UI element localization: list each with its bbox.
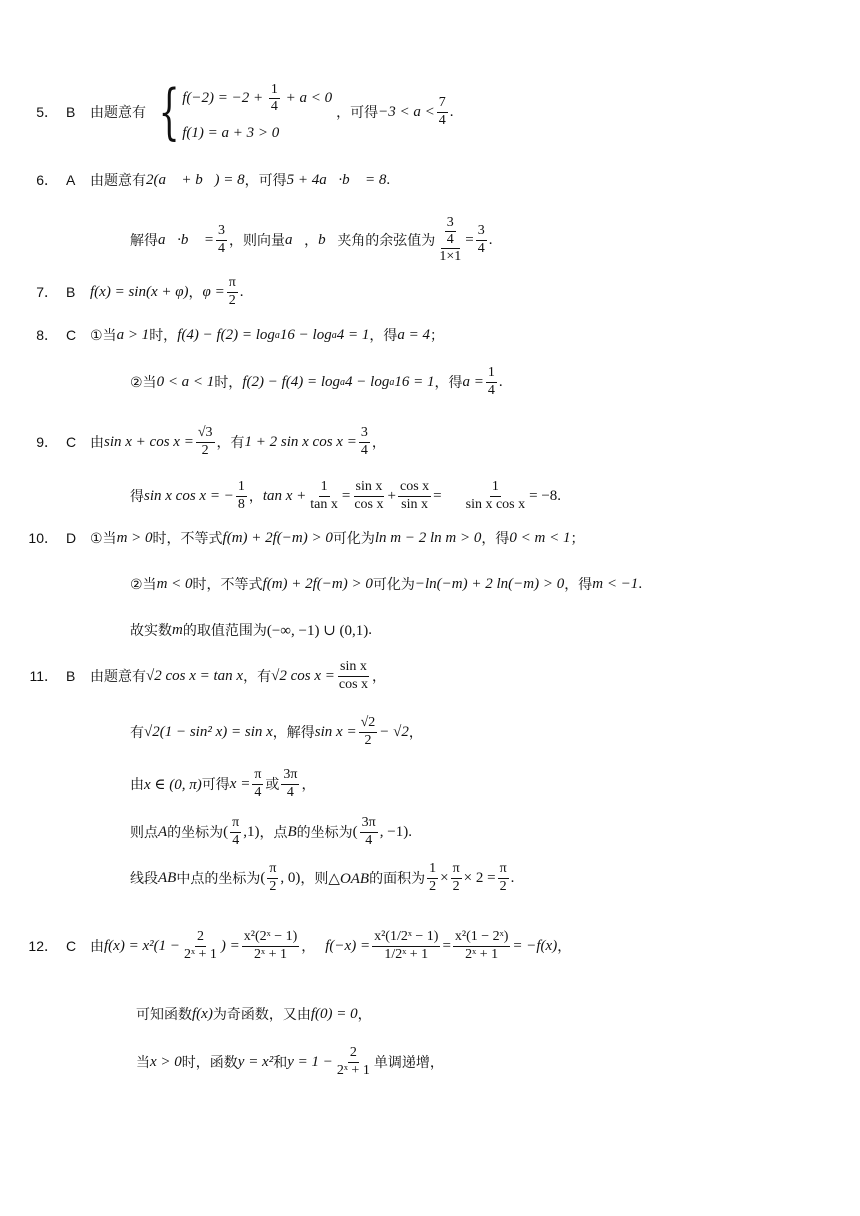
- item-11: 11． B 由题意有 √2 cos x = tan x ，有 √2 cos x = $\frac{\text{sin x}}{\text{cos x}}$ ，: [0, 648, 860, 704]
- text: 由题意有: [90, 105, 146, 121]
- system-row: f(1) = a + 3 > 0: [182, 125, 280, 142]
- item-number: 6．: [36, 172, 58, 188]
- math: −3 < a <: [378, 103, 435, 120]
- fraction: $\frac{\text{cos x}}{\text{sin x}}$: [399, 479, 430, 512]
- item-11-line4: 则点 A 的坐标为 ( $\frac{\pi}{4}$ ,1) ，点 B 的坐标为 ( $\frac{3\pi}{4}$ , −1) .: [130, 815, 412, 848]
- fraction: $\frac{√3}{2}$: [197, 425, 213, 458]
- fraction: $\frac{3\pi}{4}$: [361, 815, 376, 848]
- answer-letter: C: [66, 327, 77, 343]
- fraction: $\frac{\pi}{4}$: [254, 767, 262, 800]
- fraction: $\frac{1}{4}$: [487, 365, 495, 398]
- item-10-line2: ②当 m < 0 时，不等式 f(m) + 2f(−m) > 0 可化为 −ln(−m) + 2 ln(−m) > 0 ，得 m < −1 .: [130, 575, 643, 593]
- item-number: 9．: [36, 434, 58, 450]
- answer-letter: D: [66, 530, 77, 546]
- item-9: 9． C 由 sin x + cos x = $\frac{√3}{2}$ ，有 1 + 2 sin x cos x = $\frac{3}{4}$ ，: [0, 412, 860, 472]
- answer-letter: B: [66, 104, 76, 120]
- item-12-line2: 可知函数 f(x) 为奇函数，又由 f(0) = 0 ，: [136, 1005, 372, 1023]
- fraction: $\frac{\pi}{2}$: [228, 275, 236, 308]
- item-6: 6． A 由题意有 2(a⃗ + b⃗) = 8 ，可得 5 + 4a⃗·b⃗ = 8 .: [0, 150, 860, 210]
- fraction: $\frac{2}{\text{2ˣ + 1}}$: [183, 929, 217, 962]
- fraction: $\frac{3\pi}{4}$: [283, 767, 298, 800]
- answer-letter: A: [66, 172, 76, 188]
- fraction: $\frac{\pi}{2}$: [499, 861, 507, 894]
- fraction: $\frac{\pi}{2}$: [269, 861, 277, 894]
- fraction: $\frac{\text{x²(2ˣ − 1)}}{\text{2ˣ + 1}}$: [243, 929, 298, 962]
- math: 2(a⃗ + b⃗) = 8: [146, 171, 245, 188]
- fraction: $\frac{3}{4}$: [477, 223, 485, 256]
- fraction: $\frac{7}{4}$: [438, 95, 446, 128]
- item-12-line3: 当 x > 0 时，函数 y = x² 和 y = 1 − $\frac{2}{\text{2ˣ + 1}}$ 单调递增，: [136, 1045, 444, 1078]
- text: ，可得: [336, 105, 379, 121]
- equation-system: [150, 77, 333, 147]
- compound-fraction: $\frac{\frac{3}{4}}{1\times 1}$: [439, 214, 462, 265]
- fraction: $\frac{\text{x²(1/2ˣ − 1)}}{\text{1/2ˣ + 1}}$: [374, 929, 439, 962]
- item-8: 8． C ①当 a > 1 时， f(4) − f(2) = log a 16 − log a 4 = 1 ，得 a = 4 ；: [0, 310, 860, 360]
- item-7: 7． B f(x) = sin(x + φ) ， φ = $\frac{\pi}{2}$ .: [0, 262, 860, 322]
- item-5: 5． B 由题意有 { f(−2) = −2 + $\frac{1}{4}$ + a < 0 f(1) = a + 3 > 0 ，可得 −3 < a < $\frac{7}{4}$ .: [0, 72, 860, 152]
- system-row: f(−2) = −2 + $\frac{1}{4}$ + a < 0: [182, 81, 333, 114]
- item-12: 12． C 由 f(x) = x²(1 − $\frac{2}{\text{2ˣ + 1}}$ ) = $\frac{\text{x²(2ˣ − 1)}}{\text{2ˣ + 1}}$ ， f(−x) = $\frac{\text{x²(1/2ˣ − 1)}}{\text{1/2ˣ + 1}}$ = $\frac{\text{x²(1 − 2ˣ)}}{\text{2ˣ + 1}}$ = −f(x) ，: [0, 908, 860, 984]
- answer-letter: B: [66, 668, 76, 684]
- item-11-line3: 由 x ∈ (0, π) 可得 x = $\frac{\pi}{4}$ 或 $\frac{3\pi}{4}$ ，: [130, 767, 316, 800]
- fraction: $\frac{√2}{2}$: [360, 715, 376, 748]
- fraction: $\frac{\pi}{2}$: [452, 861, 460, 894]
- item-number: 11．: [29, 668, 58, 684]
- item-number: 10．: [28, 530, 58, 546]
- item-number: 12．: [28, 938, 58, 954]
- fraction: $\frac{1}{\text{sin x cos x}}$: [465, 479, 526, 512]
- fraction: $\frac{1}{2}$: [429, 861, 437, 894]
- answer-letter: C: [66, 938, 77, 954]
- item-number: 7．: [36, 284, 58, 300]
- fraction: $\frac{\text{sin x}}{\text{cos x}}$: [354, 479, 384, 512]
- fraction: $\frac{\text{sin x}}{\text{cos x}}$: [338, 659, 369, 692]
- item-10: 10． D ①当 m > 0 时，不等式 f(m) + 2f(−m) > 0 可化为 ln m − 2 ln m > 0 ，得 0 < m < 1 ；: [0, 516, 860, 560]
- item-11-line5: 线段 AB 中点的坐标为 ( $\frac{\pi}{2}$ , 0) ，则 △OAB 的面积为 $\frac{1}{2}$ × $\frac{\pi}{2}$ × 2 = $\frac{\pi}{2}$ .: [130, 861, 515, 894]
- item-10-line3: 故实数 m 的取值范围为 (−∞, −1) ∪ (0,1) .: [130, 621, 373, 639]
- answer-letter: C: [66, 434, 77, 450]
- item-6-line2: 解得 a⃗·b⃗ = $\frac{3}{4}$ ，则向量 a⃗ ， b⃗ 夹角的余弦值为 $\frac{\frac{3}{4}}{1\times 1}$ = $\frac{3}{4}$ .: [130, 214, 493, 265]
- fraction: $\frac{3}{4}$: [217, 223, 225, 256]
- math: 5 + 4a⃗·b⃗ = 8: [286, 171, 387, 188]
- item-8-line2: ②当 0 < a < 1 时， f(2) − f(4) = log a 4 − log a 16 = 1 ，得 a = $\frac{1}{4}$ .: [130, 365, 503, 398]
- fraction: $\frac{\text{x²(1 − 2ˣ)}}{\text{2ˣ + 1}}$: [454, 929, 509, 962]
- item-9-line2: 得 sin x cos x = − $\frac{1}{8}$ ， tan x + $\frac{1}{\text{tan x}}$ = $\frac{\text{sin x}}{\text{cos x}}$ + $\frac{\text{cos x}}{\text{sin x}}$ = $\frac{1}{\text{sin x cos x}}$ = −8 .: [130, 479, 562, 512]
- item-number: 8．: [36, 327, 58, 343]
- brace: {: [158, 77, 180, 147]
- item-11-line2: 有 √2(1 − sin² x) = sin x ，解得 sin x = $\frac{√2}{2}$ − √2 ，: [130, 715, 423, 748]
- fraction: $\frac{1}{8}$: [237, 479, 245, 512]
- answer-letter: B: [66, 284, 76, 300]
- item-number: 5．: [36, 104, 58, 120]
- fraction: $\frac{3}{4}$: [360, 425, 368, 458]
- fraction: $\frac{1}{\text{tan x}}$: [310, 479, 338, 512]
- fraction: $\frac{2}{\text{2ˣ + 1}}$: [336, 1045, 370, 1078]
- fraction: $\frac{\pi}{4}$: [232, 815, 240, 848]
